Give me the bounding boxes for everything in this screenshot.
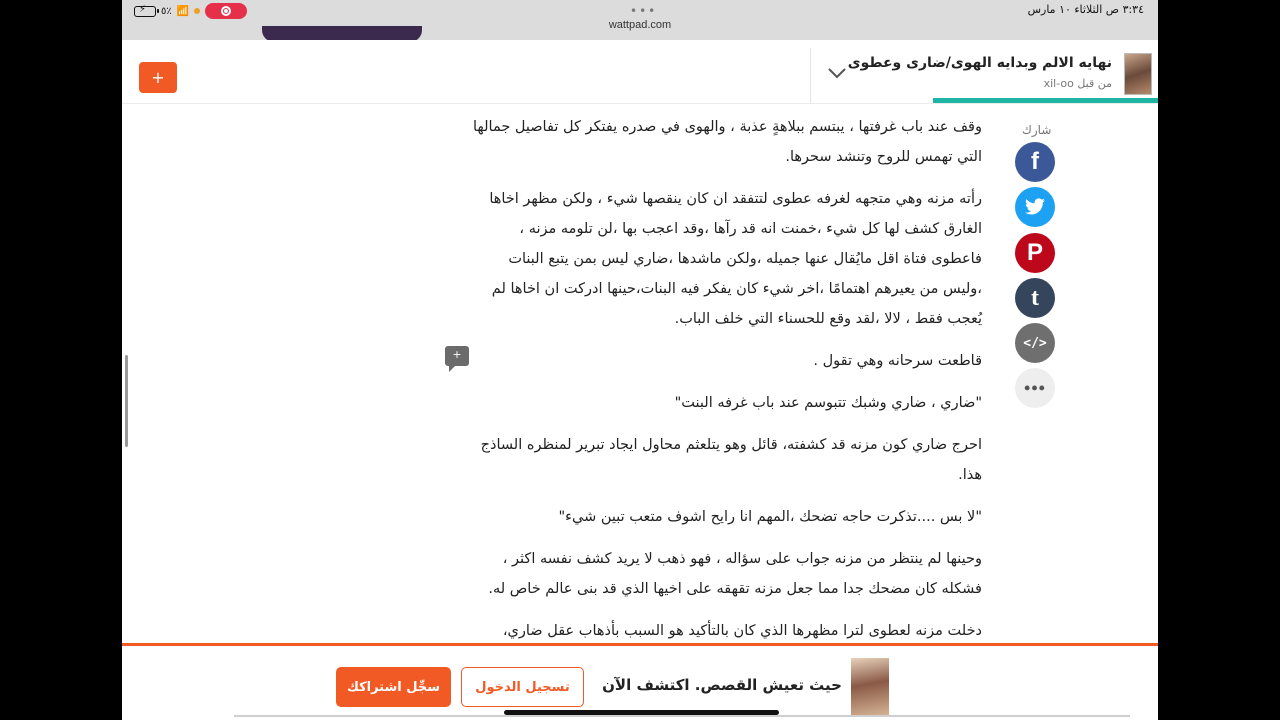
paragraph: وحينها لم ينتظر من مزنه جواب على سؤاله ، فهو ذهب لا يريد كشف نفسه اكثر ، فشكله كان مضحك جدا مما جعل مزنه تقهقه على اخيها الذي قد بنى عالم خاص له. bbox=[488, 551, 982, 597]
tab-dots-icon[interactable]: ••• bbox=[630, 4, 658, 18]
paragraph: "ضاري ، ضاري وشبك تتبوسم عند باب غرفه البنت" bbox=[674, 395, 982, 411]
header-divider bbox=[810, 48, 811, 104]
twitter-share-icon[interactable] bbox=[1015, 187, 1055, 227]
signup-banner bbox=[122, 643, 1158, 720]
pinterest-share-icon[interactable]: P bbox=[1015, 233, 1055, 273]
embed-code-icon[interactable]: </> bbox=[1015, 323, 1055, 363]
address-bar-url[interactable]: wattpad.com bbox=[608, 19, 672, 31]
battery-icon: ⚡ bbox=[134, 6, 156, 17]
login-button[interactable]: تسجيل الدخول bbox=[461, 667, 584, 707]
banner-tagline: حيث تعيش القصص. اكتشف الآن bbox=[602, 676, 842, 694]
paragraph: رأته مزنه وهي متجهه لغرفه عطوى لتتفقد ان كان ينقصها شيء ، ولكن مظهر اخاها الغارق كشف لها كل شيء ،خمنت انه قد رآها ،وقد اعجب بها ،لن تلومه مزنه ، فاعطوى فتاة اقل مايُقال عنها جميله ،ولكن ماشدها ،ضاري ليس بمن يتبع البنات ،وليس من يعيرهم اهتمامًا ،اخر شيء كان يفكر فيه البنات،حينها ادركت ان اخاها لم يُعجب فقط ، لالا ،لقد وقع للحسناء التي خلف الباب. bbox=[489, 191, 982, 327]
browser-screen bbox=[122, 0, 1158, 720]
screen-record-icon[interactable] bbox=[205, 3, 247, 19]
tumblr-share-icon[interactable]: t bbox=[1015, 278, 1055, 318]
signup-button[interactable]: سجِّل اشتراكك bbox=[336, 667, 451, 707]
story-header bbox=[122, 40, 1158, 104]
bottom-divider bbox=[234, 715, 1130, 717]
paragraph: وقف عند باب غرفتها ، يبتسم ببلاهةٍ عذبة ، والهوى في صدره يفتكر كل تفاصيل جمالها التي تهمس للروح وتنشد سحرها. bbox=[473, 119, 982, 165]
paragraph: قاطعت سرحانه وهي تقول . bbox=[813, 353, 982, 369]
facebook-share-icon[interactable]: f bbox=[1015, 142, 1055, 182]
banner-cover-image bbox=[851, 658, 889, 716]
mic-indicator-icon bbox=[194, 8, 200, 14]
home-indicator[interactable] bbox=[504, 710, 779, 715]
chevron-down-icon[interactable] bbox=[827, 66, 847, 80]
story-title[interactable]: نهايه الالم وبدايه الهوى/ضارى وعطوى bbox=[847, 55, 1112, 71]
more-options-icon[interactable]: ••• bbox=[1015, 368, 1055, 408]
battery-percent: ٥٪ bbox=[161, 5, 172, 17]
story-text bbox=[472, 112, 982, 688]
status-indicators bbox=[134, 3, 247, 19]
story-cover-image[interactable] bbox=[1124, 53, 1152, 95]
scrollbar[interactable] bbox=[125, 355, 128, 447]
reading-progress-bar bbox=[933, 98, 1158, 103]
inline-comment-icon[interactable]: + bbox=[445, 346, 469, 366]
add-to-library-button[interactable]: + bbox=[139, 62, 177, 93]
status-time-date: ٣:٣٤ ص الثلاثاء ١٠ مارس bbox=[1027, 3, 1144, 16]
paragraph: دخلت مزنه لعطوى لترا مظهرها الذي كان بالتأكيد هو السبب بأذهاب عقل ضاري، bbox=[502, 623, 982, 639]
share-label: شارك bbox=[1022, 123, 1052, 137]
paragraph: احرج ضاري كون مزنه قد كشفته، قائل وهو يتلعثم محاول ايجاد تبرير لمنظره الساذج هذا. bbox=[480, 437, 982, 483]
wifi-icon: 📶 bbox=[176, 5, 190, 17]
story-author[interactable]: من قبل xil-oo bbox=[1043, 77, 1112, 90]
paragraph: "لا بس ....تذكرت حاجه تضحك ،المهم انا رايح اشوف متعب تبين شيء" bbox=[558, 509, 982, 525]
